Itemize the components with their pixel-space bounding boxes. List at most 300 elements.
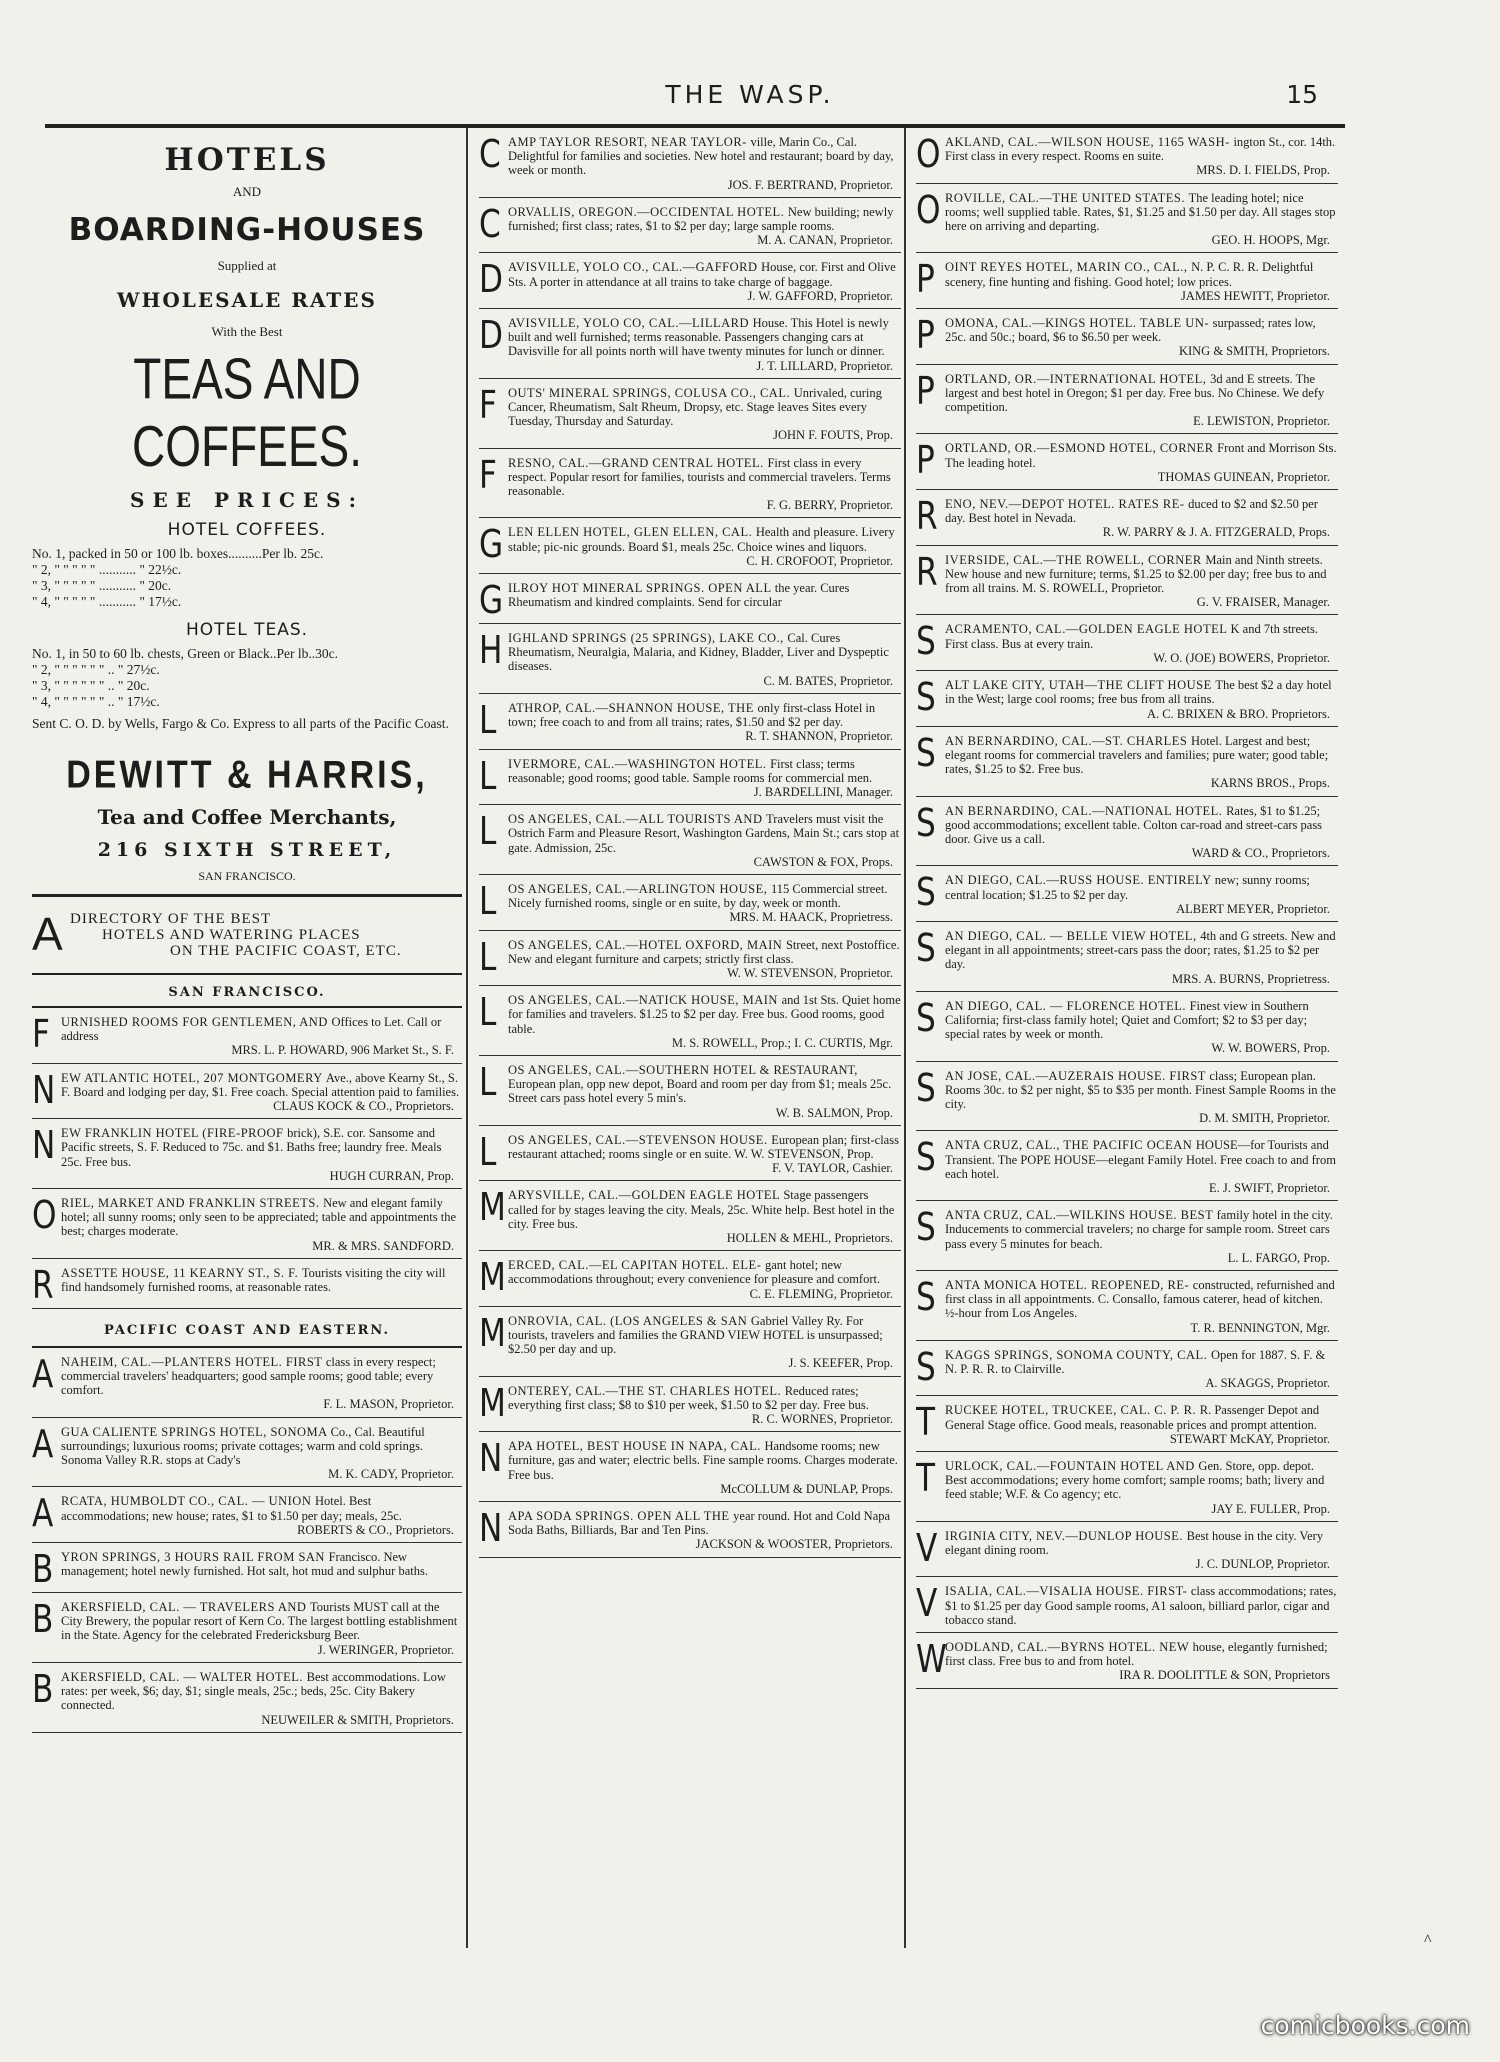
- hotel-listing: [32, 1487, 462, 1543]
- ad-wholesale: WHOLESALE RATES: [117, 288, 377, 312]
- listing-proprietor: E. J. SWIFT, Proprietor.: [1209, 1180, 1330, 1195]
- hotel-listing: [479, 1502, 901, 1558]
- listing-body: House, cor. First and Olive Sts. A porter in attendance at all trains to take charge of baggage.: [508, 260, 896, 289]
- listing-initial: M: [479, 1380, 506, 1425]
- listing-proprietor: CAWSTON & FOX, Props.: [753, 854, 893, 869]
- listing-body: family hotel in the city. Inducements to commercial travelers; no charge for sample room. Street cars pass every 5 minutes for beach.: [945, 1208, 1333, 1251]
- listing-body: Francisco. New management; hotel newly furnished. Hot salt, hot mud and sulphur baths.: [61, 1550, 428, 1579]
- listing-initial: P: [916, 257, 935, 302]
- listing-heading: ONTEREY, CAL.—THE ST. CHARLES HOTEL.: [508, 1383, 785, 1398]
- listing-initial: B: [32, 1547, 54, 1592]
- listing-body: Open for 1887. S. F. & N. P. R. R. to Clairville.: [945, 1347, 1326, 1377]
- masthead-title: THE WASP.: [665, 80, 835, 109]
- listing-proprietor: HUGH CURRAN, Prop.: [329, 1168, 454, 1183]
- listing-body: Reduced rates; everything first class; $8 to $10 per week, $1.50 to $2 per day. Free bus.: [508, 1383, 869, 1412]
- hotel-listing: [32, 1064, 462, 1120]
- price-row: No. 1, packed in 50 or 100 lb. boxes..........Per lb. 25c.: [32, 546, 324, 561]
- listing-initial: S: [916, 1135, 936, 1180]
- hotel-listing: [479, 1181, 901, 1251]
- listing-body: and 1st Sts. Quiet home for families and travelers. $1.25 to $2 per day. Free bus. Good rooms, good table.: [508, 993, 901, 1036]
- listing-body: constructed, refurnished and first class in all appointments. C. Consallo, famous caterer, head of kitchen. ½-hour from Los Angeles.: [945, 1278, 1335, 1321]
- listing-heading: ARYSVILLE, CAL.—GOLDEN EAGLE HOTEL: [508, 1188, 784, 1203]
- listing-body: Best accommodations. Low rates: per week, $6; day, $1; single meals, 25c.; beds, 25c. City Bakery connected.: [61, 1669, 446, 1713]
- ad-hotel-coffees: HOTEL COFFEES.: [167, 520, 327, 540]
- listing-heading: OUTS' MINERAL SPRINGS, COLUSA CO., CAL.: [508, 385, 794, 400]
- listing-body: year round. Hot and Cold Napa Soda Baths, Billiards, Bar and Ten Pins.: [508, 1509, 891, 1538]
- hotel-listing: [479, 1432, 901, 1502]
- listing-initial: P: [916, 368, 935, 413]
- listing-heading: OS ANGELES, CAL.—ALL TOURISTS AND: [508, 812, 767, 827]
- hotel-listing: [916, 727, 1338, 797]
- listing-proprietor: MR. & MRS. SANDFORD.: [312, 1238, 454, 1253]
- listing-proprietor: MRS. L. P. HOWARD, 906 Market St., S. F.: [231, 1043, 454, 1058]
- hotel-listing: [479, 574, 901, 624]
- listing-initial: V: [916, 1525, 938, 1570]
- listing-body: Street, next Postoffice. New and elegant furniture and carpets; strictly first class.: [508, 937, 900, 966]
- listing-heading: ORVALLIS, OREGON.—OCCIDENTAL HOTEL.: [508, 204, 788, 219]
- listing-body: N. P. C. R. R. Delightful scenery, fine hunting and fishing. Good hotel; low prices.: [945, 260, 1314, 289]
- listing-body: Finest view in Southern California; first-class family hotel; Quiet and Comfort; $2 to $3 per day; special rates by week or month.: [945, 998, 1309, 1042]
- listing-proprietor: L. L. FARGO, Prop.: [1227, 1250, 1330, 1265]
- listing-proprietor: J. WERINGER, Proprietor.: [317, 1642, 454, 1657]
- listing-body: 3d and E streets. The largest and best hotel in Oregon; $1 per day. Free bus. No Chinese. We defy competition.: [945, 371, 1325, 415]
- listing-heading: APA SODA SPRINGS. OPEN ALL THE: [508, 1509, 734, 1524]
- listing-proprietor: JACKSON & WOOSTER, Proprietors.: [695, 1537, 893, 1552]
- hotel-listing: [479, 1251, 901, 1307]
- hotel-listing: [916, 615, 1338, 671]
- listing-body: Co., Cal. Beautiful surroundings; luxurious rooms; private cottages; warm and cold springs. Sonoma Valley R.R. stops at Cady's: [61, 1424, 425, 1468]
- price-row: " 4, " " " " " ........... " 17½c.: [32, 594, 182, 609]
- listing-proprietor: J. S. KEEFER, Prop.: [788, 1356, 893, 1371]
- hotel-listing: [32, 1348, 462, 1418]
- listing-initial: S: [916, 870, 936, 915]
- column-left: [32, 128, 462, 1958]
- listing-heading: ENO, NEV.—DEPOT HOTEL. RATES RE-: [945, 497, 1189, 512]
- column-divider: [466, 128, 468, 1948]
- listing-heading: NAHEIM, CAL.—PLANTERS HOTEL. FIRST: [61, 1354, 326, 1369]
- listing-body: Tourists visiting the city will find handsomely furnished rooms, at reasonable rates.: [61, 1265, 446, 1295]
- hotel-listing: [479, 1056, 901, 1126]
- listing-body: Offices to Let. Call or address: [61, 1015, 442, 1044]
- hotel-listing: [916, 1452, 1338, 1522]
- column-middle: [475, 128, 905, 1958]
- hotel-listing: [916, 992, 1338, 1062]
- listing-proprietor: C. M. BATES, Proprietor.: [763, 673, 893, 688]
- listing-heading: AN BERNARDINO, CAL.—NATIONAL HOTEL.: [945, 803, 1227, 818]
- hotel-listing: [916, 184, 1338, 254]
- listing-heading: AVISVILLE, YOLO CO, CAL.—LILLARD: [508, 316, 753, 331]
- hotel-listing: [916, 797, 1338, 867]
- listing-body: First class; terms reasonable; good rooms; good table. Sample rooms for commercial men.: [508, 756, 873, 785]
- listing-initial: P: [916, 438, 935, 483]
- listing-proprietor: D. M. SMITH, Proprietor.: [1199, 1111, 1330, 1126]
- listing-initial: R: [916, 549, 938, 594]
- hotel-listing: [479, 198, 901, 254]
- listing-body: Main and Ninth streets. New house and new furniture; terms, $1.25 to $2.00 per day; free bus to and from all trains. M. S. ROWELL, Proprietor.: [945, 552, 1327, 596]
- listing-body: Health and pleasure. Livery stable; pic-nic grounds. Board $1, meals 25c. Choice wines and liquors.: [508, 525, 895, 554]
- listing-initial: S: [916, 995, 936, 1040]
- hotel-listing: [916, 922, 1338, 992]
- listing-proprietor: W. B. SALMON, Prop.: [775, 1105, 893, 1120]
- listing-body: Hotel. Best accommodations; new house; rates, $1 to $1.50 per day; meals, 25c.: [61, 1494, 402, 1523]
- listing-proprietor: F. G. BERRY, Proprietor.: [766, 498, 893, 513]
- listing-initial: G: [479, 522, 504, 567]
- ad-dewitt-harris: DEWITT & HARRIS,: [66, 753, 428, 797]
- page-number: 15: [1286, 80, 1318, 109]
- hotel-listing: [32, 1259, 462, 1309]
- listing-body: new; sunny rooms; central location; $1.25 to $2 per day.: [945, 873, 1310, 902]
- listing-heading: OS ANGELES, CAL.—NATICK HOUSE, MAIN: [508, 993, 782, 1008]
- section-san-francisco: SAN FRANCISCO.: [32, 973, 462, 1008]
- hotel-listing: [916, 1577, 1338, 1633]
- hotel-listing: [32, 1543, 462, 1593]
- listing-proprietor: E. LEWISTON, Proprietor.: [1193, 414, 1330, 429]
- listing-proprietor: MRS. A. BURNS, Proprietress.: [1171, 971, 1330, 986]
- listing-proprietor: HOLLEN & MEHL, Proprietors.: [726, 1230, 893, 1245]
- dewitt-harris-ad: [32, 142, 462, 540]
- listing-proprietor: GEO. H. HOOPS, Mgr.: [1211, 233, 1330, 248]
- hotel-listing: [479, 1307, 901, 1377]
- listing-proprietor: CLAUS KOCK & CO., Proprietors.: [273, 1099, 454, 1114]
- listing-heading: ERCED, CAL.—EL CAPITAN HOTEL. ELE-: [508, 1258, 765, 1273]
- hotel-listing: [916, 671, 1338, 727]
- hotel-listing: [479, 1126, 901, 1182]
- listing-proprietor: JOHN F. FOUTS, Prop.: [773, 428, 893, 443]
- listing-initial: F: [479, 382, 497, 427]
- listing-proprietor: M. S. ROWELL, Prop.; I. C. CURTIS, Mgr.: [671, 1035, 893, 1050]
- ad-see-prices: SEE PRICES:: [130, 488, 364, 512]
- listing-heading: AMP TAYLOR RESORT, NEAR TAYLOR-: [508, 135, 751, 149]
- listing-body: brick), S.E. cor. Sansome and Pacific streets, S. F. Reduced to 75c. and $1. Baths free; laundry free. Meals 25c. Free bus.: [61, 1126, 442, 1169]
- listing-body: surpassed; rates low, 25c. and 50c.; board, $6 to $6.50 per week.: [945, 316, 1316, 345]
- price-row: " 3, " " " " " " .. " 20c.: [32, 678, 150, 693]
- listing-body: ington St., cor. 14th. First class in every respect. Rooms en suite.: [945, 135, 1336, 164]
- listing-proprietor: ALBERT MEYER, Proprietor.: [1176, 901, 1330, 916]
- listing-group-middle: [479, 128, 901, 1558]
- ad-hotels-heading: HOTELS: [164, 142, 330, 178]
- hotel-listing: [479, 875, 901, 931]
- listing-initial: B: [32, 1597, 54, 1642]
- ad-teas-coffees: TEAS AND COFFEES.: [131, 345, 363, 479]
- listing-initial: T: [916, 1456, 936, 1501]
- listing-initial: S: [916, 1275, 936, 1319]
- listing-body: gant hotel; new accommodations throughout; every convenience for pleasure and comfort.: [508, 1258, 881, 1287]
- listing-proprietor: W. W. STEVENSON, Proprietor.: [727, 965, 893, 980]
- listing-heading: IRGINIA CITY, NEV.—DUNLOP HOUSE.: [945, 1528, 1187, 1543]
- hotel-listing: [916, 1131, 1338, 1201]
- listing-initial: S: [916, 925, 936, 970]
- listing-initial: L: [479, 878, 497, 923]
- listing-heading: AKERSFIELD, CAL. — WALTER HOTEL.: [61, 1669, 307, 1684]
- listing-initial: N: [479, 1436, 503, 1481]
- listing-initial: S: [916, 619, 936, 664]
- listing-initial: O: [916, 132, 941, 176]
- listing-proprietor: KING & SMITH, Proprietors.: [1178, 344, 1330, 359]
- hotel-listing: [916, 490, 1338, 546]
- listing-heading: ALT LAKE CITY, UTAH—THE CLIFT HOUSE: [945, 678, 1216, 693]
- listing-body: Stage passengers called for by stages leaving the city. Meals, 25c. White help. Best hotel in the city. Free bus.: [508, 1188, 895, 1231]
- listing-proprietor: F. V. TAYLOR, Cashier.: [772, 1161, 893, 1176]
- ad-supplied: Supplied at: [217, 258, 277, 273]
- listing-proprietor: J. C. DUNLOP, Proprietor.: [1195, 1557, 1330, 1572]
- listing-body: Hotel. Largest and best; elegant rooms for commercial travelers and families; pure water; good table; rates, $1.25 to $2. Free bus.: [945, 733, 1329, 777]
- ad-and: AND: [232, 184, 262, 199]
- listing-body: New and elegant family hotel; all sunny rooms; only seen to be appreciated; table and appointments the best; charges moderate.: [61, 1196, 457, 1239]
- listing-body: House. This Hotel is newly built and well furnished; terms reasonable. Passengers changing cars at Davisville for all points north will have twenty minutes for lunch or dinner.: [508, 316, 889, 359]
- listing-body: 115 Commercial street. Nicely furnished rooms, single or en suite, by day, week or month.: [508, 881, 888, 911]
- listing-proprietor: M. A. CANAN, Proprietor.: [757, 233, 893, 248]
- listing-heading: IVERMORE, CAL.—WASHINGTON HOTEL.: [508, 756, 771, 771]
- listing-heading: AN JOSE, CAL.—AUZERAIS HOUSE. FIRST: [945, 1068, 1210, 1083]
- hotel-listing: [32, 1418, 462, 1488]
- price-row: " 2, " " " " " ........... " 22½c.: [32, 562, 182, 577]
- listing-body: class in every respect; commercial travelers' headquarters; good sample rooms; good table; every comfort.: [61, 1354, 436, 1398]
- listing-initial: C: [479, 132, 501, 176]
- listing-proprietor: MRS. D. I. FIELDS, Prop.: [1196, 163, 1330, 178]
- listing-initial: M: [479, 1310, 506, 1355]
- listing-initial: C: [479, 201, 501, 246]
- hotel-listing: [479, 518, 901, 574]
- listing-proprietor: McCOLLUM & DUNLAP, Props.: [720, 1481, 893, 1496]
- listing-heading: AN DIEGO, CAL. — FLORENCE HOTEL.: [945, 998, 1190, 1013]
- listing-initial: G: [479, 578, 504, 623]
- listing-heading: OS ANGELES, CAL.—HOTEL OXFORD, MAIN: [508, 937, 786, 952]
- listing-heading: AN BERNARDINO, CAL.—ST. CHARLES: [945, 733, 1191, 748]
- listing-initial: L: [479, 1129, 497, 1174]
- hotel-listing: [479, 253, 901, 309]
- hotel-listing: [916, 546, 1338, 616]
- listing-proprietor: M. K. CADY, Proprietor.: [328, 1467, 454, 1482]
- listing-initial: F: [479, 452, 497, 497]
- listing-body: The leading hotel; nice rooms; well supplied table. Rates, $1, $1.25 and $1.50 per day. All stages stop here on arriving and departing.: [945, 190, 1336, 234]
- watermark: comicbooks.com: [1260, 2011, 1470, 2040]
- listing-heading: ANTA CRUZ, CAL., THE PACIFIC OCEAN: [945, 1138, 1196, 1153]
- listing-proprietor: KARNS BROS., Props.: [1210, 776, 1330, 791]
- listing-initial: A: [32, 1351, 54, 1396]
- hotel-listing: [916, 1633, 1338, 1689]
- listing-heading: OODLAND, CAL.—BYRNS HOTEL. NEW: [945, 1640, 1193, 1655]
- listing-proprietor: ROBERTS & CO., Proprietors.: [297, 1522, 454, 1537]
- page-header: [0, 80, 1500, 116]
- hotel-listing: [916, 128, 1338, 184]
- divider: [32, 894, 462, 897]
- listing-heading: OINT REYES HOTEL, MARIN CO., CAL.,: [945, 260, 1192, 275]
- hotel-listing: [32, 1593, 462, 1663]
- directory-initial: A: [32, 908, 63, 960]
- hotel-listing: [479, 624, 901, 694]
- listing-initial: A: [32, 1421, 54, 1466]
- hotel-listing: [479, 1377, 901, 1433]
- listing-initial: H: [479, 628, 503, 673]
- listing-group-pacific: [32, 1348, 462, 1733]
- listing-initial: N: [32, 1123, 56, 1168]
- listing-group-san-francisco: [32, 1008, 462, 1309]
- hotel-listing: [916, 1396, 1338, 1452]
- price-row: " 4, " " " " " " .. " 17½c.: [32, 694, 160, 709]
- listing-proprietor: R. T. SHANNON, Proprietor.: [745, 729, 893, 744]
- listing-body: R. Passenger Depot and General Stage office. Good meals, reasonable prices and prompt attention.: [945, 1403, 1320, 1432]
- listing-initial: L: [479, 1059, 497, 1104]
- directory-line: HOTELS AND WATERING PLACES: [102, 927, 361, 943]
- listing-proprietor: A. SKAGGS, Proprietor.: [1205, 1376, 1330, 1391]
- hotel-listing: [479, 309, 901, 379]
- listing-heading: EW ATLANTIC HOTEL, 207 MONTGOMERY: [61, 1070, 326, 1085]
- listing-proprietor: R. C. WORNES, Proprietor.: [751, 1412, 893, 1427]
- listing-proprietor: T. R. BENNINGTON, Mgr.: [1190, 1320, 1330, 1335]
- listing-heading: ONROVIA, CAL. (LOS ANGELES & SAN: [508, 1313, 751, 1328]
- listing-heading: IVERSIDE, CAL.—THE ROWELL, CORNER: [945, 552, 1206, 567]
- listing-initial: S: [916, 1205, 936, 1250]
- listing-heading: OS ANGELES, CAL.—SOUTHERN HOTEL &: [508, 1062, 774, 1077]
- tea-price-list: [32, 646, 462, 710]
- listing-heading: RIEL, MARKET AND FRANKLIN STREETS.: [61, 1196, 324, 1211]
- directory-heading: [32, 908, 462, 960]
- directory-line: DIRECTORY OF THE BEST: [70, 911, 272, 927]
- listing-body: house, elegantly furnished; first class. Free bus to and from hotel.: [945, 1640, 1328, 1669]
- listing-heading: AVISVILLE, YOLO CO., CAL.—GAFFORD: [508, 260, 762, 275]
- listing-body: 4th and G streets. New and elegant in all appointments; street-cars pass the door; rates, $1.25 to $2 per day.: [945, 928, 1336, 972]
- listing-body: Travelers must visit the Ostrich Farm and Pleasure Resort, Washington Gardens, Main St.; cars stop at gate. Admission, 25c.: [508, 812, 900, 855]
- listing-heading: RUCKEE HOTEL, TRUCKEE, CAL. C. P. R.: [945, 1403, 1200, 1418]
- hotel-listing: [479, 128, 901, 198]
- hotel-listing: [916, 1271, 1338, 1341]
- listing-initial: S: [916, 730, 936, 775]
- listing-initial: S: [916, 675, 936, 720]
- listing-initial: N: [32, 1067, 56, 1112]
- hotel-listing: [479, 694, 901, 750]
- hotel-listing: [32, 1189, 462, 1259]
- print-mark: ^: [1424, 1932, 1432, 1949]
- listing-body: New building; newly furnished; first class; rates, $1 to $2 per day; large sample rooms.: [508, 204, 894, 234]
- listing-proprietor: G. V. FRAISER, Manager.: [1196, 595, 1330, 610]
- hotel-listing: [479, 449, 901, 519]
- listing-heading: LEN ELLEN HOTEL, GLEN ELLEN, CAL.: [508, 525, 756, 540]
- hotel-listing: [32, 1008, 462, 1064]
- column-right: [912, 128, 1342, 1958]
- listing-proprietor: W. W. BOWERS, Prop.: [1211, 1041, 1330, 1056]
- ad-merchants: Tea and Coffee Merchants,: [97, 805, 397, 829]
- listing-proprietor: W. O. (JOE) BOWERS, Proprietor.: [1153, 650, 1330, 665]
- listing-initial: F: [32, 1012, 50, 1056]
- hotel-listing: [916, 866, 1338, 922]
- listing-heading: ANTA MONICA HOTEL. REOPENED, RE-: [945, 1278, 1193, 1292]
- listing-body: Rates, $1 to $1.25; good accommodations; excellent table. Colton car-road and street-cars pass door. Give us a call.: [945, 803, 1323, 846]
- listing-proprietor: JAY E. FULLER, Prop.: [1211, 1501, 1330, 1516]
- listing-initial: A: [32, 1491, 54, 1536]
- listing-body: Handsome rooms; new furniture, gas and water; electric bells. Fine sample rooms. Charges moderate. Free bus.: [508, 1439, 898, 1482]
- listing-proprietor: MRS. M. HAACK, Proprietress.: [729, 910, 893, 925]
- listing-body: The best $2 a day hotel in the West; large cool rooms; free bus from all trains.: [945, 678, 1332, 707]
- listing-initial: T: [916, 1400, 936, 1445]
- listing-initial: W: [916, 1637, 947, 1682]
- listing-initial: S: [916, 1065, 936, 1110]
- listing-heading: AN DIEGO, CAL. — BELLE VIEW HOTEL,: [945, 928, 1201, 943]
- ad-with-best: With the Best: [211, 324, 283, 339]
- listing-proprietor: R. W. PARRY & J. A. FITZGERALD, Props.: [1102, 525, 1330, 540]
- listing-body: class accommodations; rates, $1 to $1.25 per day Good sample rooms, A1 saloon, billiard parlor, cigar and tobacco stand.: [945, 1584, 1337, 1627]
- listing-proprietor: J. BARDELLINI, Manager.: [753, 784, 893, 799]
- listing-initial: M: [479, 1185, 506, 1230]
- hotel-listing: [32, 1119, 462, 1189]
- hotel-listing: [916, 365, 1338, 435]
- listing-proprietor: A. C. BRIXEN & BRO. Proprietors.: [1147, 706, 1330, 721]
- listing-initial: L: [479, 697, 497, 742]
- listing-proprietor: WARD & CO., Proprietors.: [1191, 846, 1330, 861]
- listing-heading: ANTA CRUZ, CAL.—WILKINS HOUSE. BEST: [945, 1208, 1217, 1223]
- listing-initial: B: [32, 1666, 54, 1711]
- listing-heading: RCATA, HUMBOLDT CO., CAL. — UNION: [61, 1494, 315, 1509]
- listing-proprietor: NEUWEILER & SMITH, Proprietors.: [261, 1712, 454, 1727]
- listing-initial: L: [479, 753, 497, 798]
- listing-initial: L: [479, 809, 497, 854]
- ad-sent-cod: Sent C. O. D. by Wells, Fargo & Co. Express to all parts of the Pacific Coast.: [32, 716, 449, 731]
- listing-body: duced to $2 and $2.50 per day. Best hotel in Nevada.: [945, 497, 1318, 526]
- listing-initial: R: [916, 494, 938, 539]
- ad-hotel-teas: HOTEL TEAS.: [185, 620, 309, 640]
- listing-heading: AKERSFIELD, CAL. — TRAVELERS AND: [61, 1600, 311, 1615]
- coffee-price-list: [32, 546, 462, 610]
- listing-body: Cal. Cures Rheumatism, Neuralgia, Malaria, and Kidney, Bladder, Liver and Dyspeptic diseases.: [508, 631, 889, 674]
- listing-proprietor: JAMES HEWITT, Proprietor.: [1180, 288, 1330, 303]
- listing-initial: L: [479, 934, 497, 979]
- listing-heading: OMONA, CAL.—KINGS HOTEL. TABLE UN-: [945, 316, 1213, 331]
- listing-group-right: [916, 128, 1338, 1689]
- listing-body: Tourists MUST call at the City Brewery, the popular resort of Kern Co. The largest bottling establishment in the State. Agency for the celebrated Fredericksburg Beer.: [61, 1600, 458, 1643]
- listing-body: Gen. Store, opp. depot. Best accommodations; every home comfort; sample rooms; bath; livery and feed stable; W.F. & Co agency; etc.: [945, 1459, 1325, 1502]
- hotel-listing: [916, 309, 1338, 365]
- listing-proprietor: STEWART McKAY, Proprietor.: [1169, 1431, 1330, 1446]
- listing-initial: R: [32, 1262, 54, 1307]
- listing-proprietor: JOS. F. BERTRAND, Proprietor.: [727, 177, 893, 192]
- listing-heading: AN DIEGO, CAL.—RUSS HOUSE. ENTIRELY: [945, 873, 1215, 888]
- listing-initial: D: [479, 257, 503, 302]
- hotel-listing: [916, 1201, 1338, 1271]
- listing-body: only first-class Hotel in town; free coach to and from all trains; rates, $1.50 and $2 per day.: [508, 700, 876, 730]
- listing-heading: ACRAMENTO, CAL.—GOLDEN EAGLE HOTEL: [945, 622, 1231, 637]
- listing-initial: S: [916, 1344, 936, 1389]
- listing-body: Gabriel Valley Ry. For tourists, travelers and families the GRAND VIEW HOTEL is unsurpassed; $2.50 per day and up.: [508, 1313, 883, 1357]
- listing-proprietor: C. H. CROFOOT, Proprietor.: [746, 553, 893, 568]
- hotel-listing: [479, 805, 901, 875]
- listing-initial: N: [479, 1506, 503, 1551]
- hotel-listing: [479, 986, 901, 1056]
- listing-initial: M: [479, 1255, 506, 1300]
- listing-proprietor: F. L. MASON, Proprietor.: [323, 1397, 454, 1412]
- hotel-listing: [479, 931, 901, 987]
- listing-heading: URLOCK, CAL.—FOUNTAIN HOTEL AND: [945, 1459, 1199, 1474]
- listing-proprietor: J. W. GAFFORD, Proprietor.: [747, 288, 893, 303]
- listing-body: Best house in the city. Very elegant dining room.: [945, 1528, 1324, 1558]
- listing-heading: GUA CALIENTE SPRINGS HOTEL, SONOMA: [61, 1424, 331, 1439]
- listing-body: First class in every respect. Popular resort for families, tourists and commercial travelers. Terms reasonable.: [508, 455, 891, 499]
- listing-body: HOUSE—for Tourists and Transient. The POPE HOUSE—elegant Family Hotel. Free coach to and from each hotel.: [945, 1138, 1336, 1181]
- listing-heading: ATHROP, CAL.—SHANNON HOUSE, THE: [508, 700, 758, 715]
- hotel-listing: [479, 379, 901, 449]
- hotel-listing: [916, 1062, 1338, 1132]
- hotel-listing: [916, 253, 1338, 309]
- listing-heading: ASSETTE HOUSE, 11 KEARNY ST., S. F.: [61, 1265, 302, 1280]
- listing-body: Unrivaled, curing Cancer, Rheumatism, Salt Rheum, Dropsy, etc. Stage leaves Sites every Tuesday, Thursday and Saturday.: [508, 385, 882, 429]
- listing-initial: V: [916, 1581, 938, 1626]
- listing-heading: ROVILLE, CAL.—THE UNITED STATES.: [945, 190, 1189, 205]
- listing-proprietor: J. T. LILLARD, Proprietor.: [756, 358, 893, 373]
- listing-proprietor: THOMAS GUINEAN, Proprietor.: [1157, 469, 1330, 484]
- ad-city: SAN FRANCISCO.: [198, 869, 296, 883]
- listing-body: RESTAURANT, European plan, opp new depot, Board and room per day from $1; meals 25c. Street cars pass hotel every 5 min's.: [508, 1062, 892, 1106]
- listing-heading: AKLAND, CAL.—WILSON HOUSE, 1165 WASH-: [945, 135, 1234, 149]
- ad-boarding-heading: BOARDING-HOUSES: [68, 212, 426, 248]
- listing-body: Front and Morrison Sts. The leading hotel.: [945, 441, 1337, 470]
